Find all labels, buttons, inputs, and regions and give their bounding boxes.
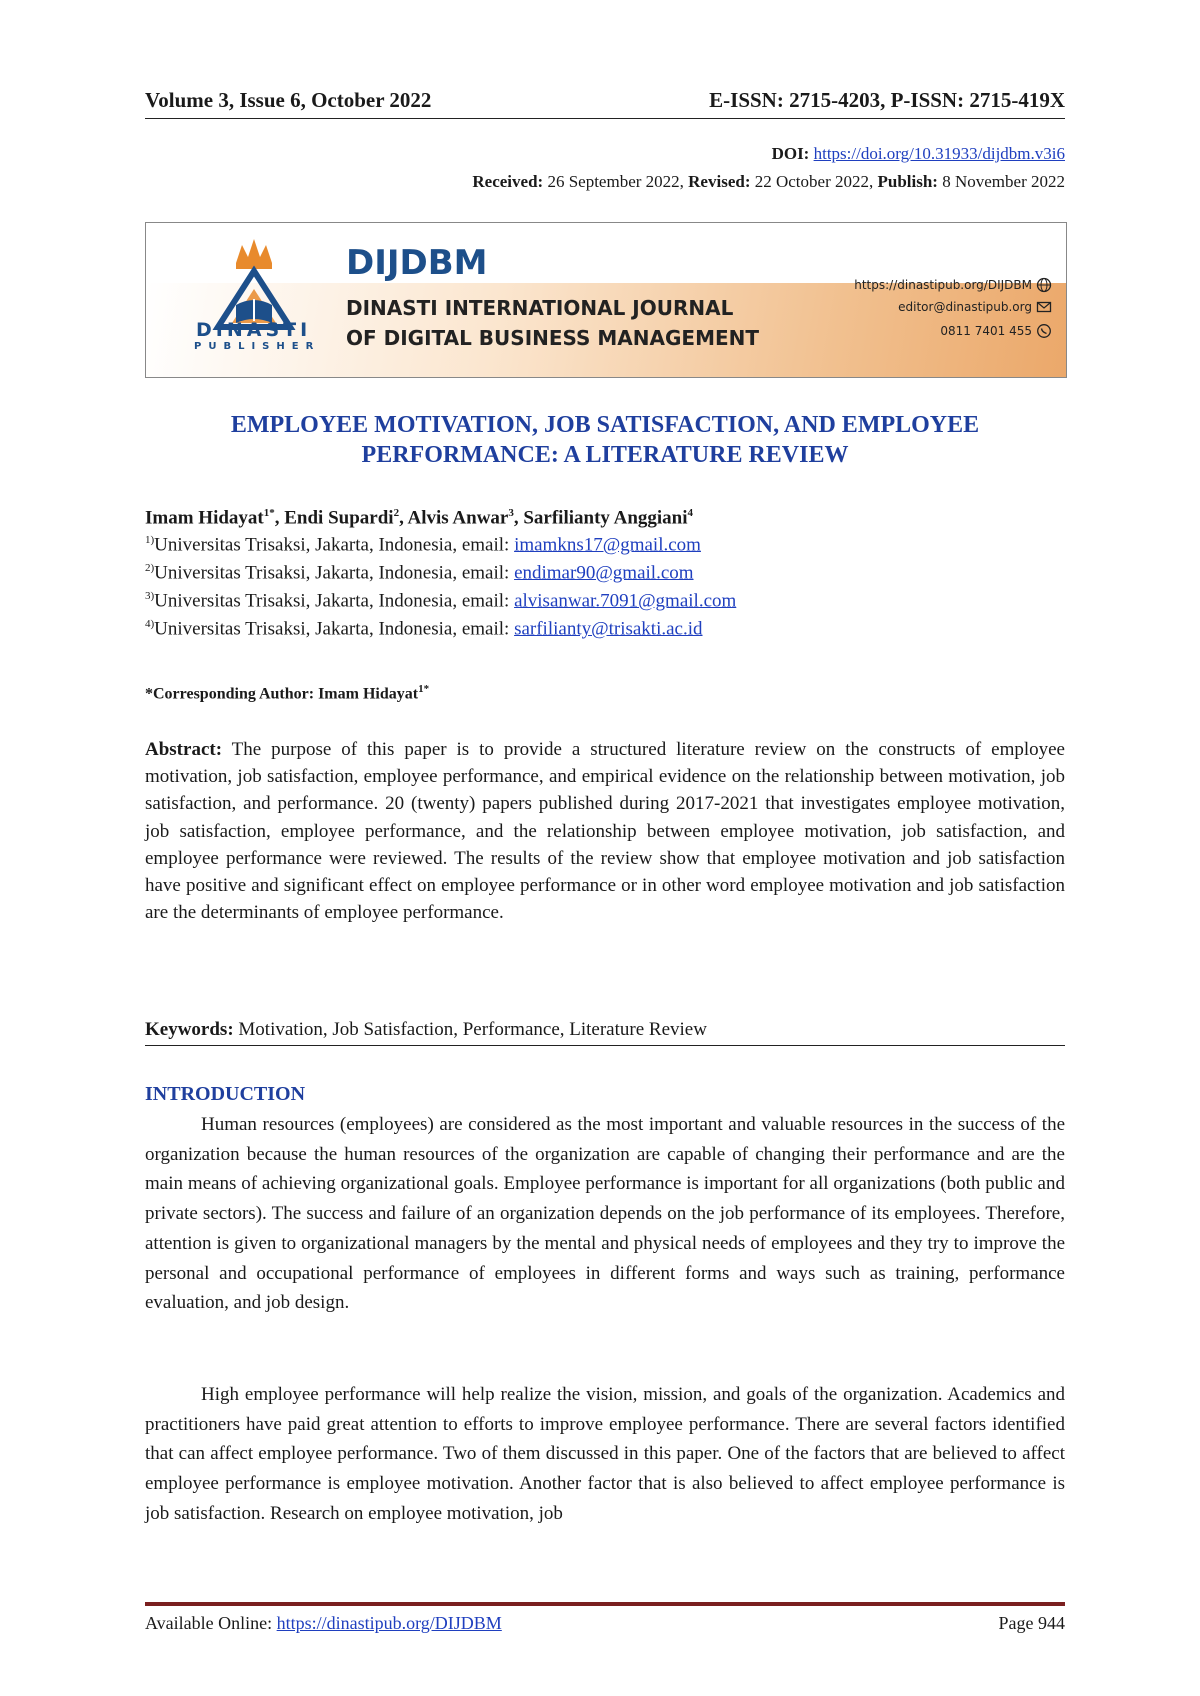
affiliation-text: Universitas Trisaksi, Jakarta, Indonesia, email: [154,534,515,556]
keywords-label: Keywords: [145,1019,234,1040]
author-email-link[interactable]: sarfilianty@trisakti.ac.id [514,618,703,640]
title-line-2: PERFORMANCE: A LITERATURE REVIEW [361,442,849,468]
author-sup: 3 [508,507,514,519]
issn-info: E-ISSN: 2715-4203, P-ISSN: 2715-419X [709,88,1065,112]
keywords-text: Motivation, Job Satisfaction, Performance, Literature Review [238,1019,707,1040]
received-label: Received: [472,172,544,191]
corresponding-label: *Corresponding Author: Imam Hidayat [145,685,419,703]
doi-line [772,144,1065,164]
available-label: Available Online: [145,1613,273,1633]
banner-phone-text: 0811 7401 455 [940,324,1032,338]
author-name: Sarfilianty Anggiani [523,507,688,529]
affiliation-text: Universitas Trisaksi, Jakarta, Indonesia, email: [154,618,515,640]
revised-date: 22 October 2022, [754,172,874,191]
author-name: Endi Supardi [284,507,394,529]
banner-url [854,277,1052,293]
author-name: Imam Hidayat [145,507,264,529]
corresponding-author [145,683,429,703]
revised-label: Revised: [688,172,751,191]
author-name: Alvis Anwar [407,507,509,529]
journal-name-line2: OF DIGITAL BUSINESS MANAGEMENT [346,326,760,350]
author-sup: 1* [263,507,275,519]
brand-subtitle: PUBLISHER [194,341,321,352]
dates-line [472,172,1065,192]
volume-info: Volume 3, Issue 6, October 2022 [145,88,432,112]
abstract-text: The purpose of this paper is to provide a structured literature review on the constructs of employee motivation, job satisfaction, employee performance, and empirical evidence on the relationship between motivation, job satisfaction, and performance. 20 (twenty) papers published during 2017-2021 that investigates employee motivation, job satisfaction, employee performance, and the relationship between employee motivation, job satisfaction, and employee performance were reviewed. The results of the review show that employee motivation and job satisfaction have positive and significant effect on employee performance or in other word employee motivation and job satisfaction are the determinants of employee performance. [145,739,1065,924]
globe-icon [1036,277,1052,293]
banner-email-text: editor@dinastipub.org [898,300,1032,314]
footer-availability [145,1613,502,1634]
running-header [145,88,1065,113]
affiliation-sup: 1) [145,534,155,546]
doi-label: DOI: [771,144,810,163]
mail-icon [1036,299,1052,315]
title-line-1: EMPLOYEE MOTIVATION, JOB SATISFACTION, AND EMPLOYEE [230,412,980,438]
affiliation-sup: 3) [145,590,155,602]
banner-email [898,299,1052,315]
affiliation-text: Universitas Trisaksi, Jakarta, Indonesia, email: [154,590,515,612]
received-date: 26 September 2022, [547,172,684,191]
author-email-link[interactable]: alvisanwar.7091@gmail.com [514,590,737,612]
author-list: Imam Hidayat$^{1*}$, Endi Supardi$^2$, Alvis Anwar$^3$, Sarfilianty Anggiani$^4$ [145,507,694,529]
journal-name-line1: DINASTI INTERNATIONAL JOURNAL [346,296,734,320]
affiliation-sup: 4) [145,618,155,630]
author-email-link[interactable]: imamkns17@gmail.com [514,534,701,556]
intro-paragraph-2: High employee performance will help realize the vision, mission, and goals of the organization. Academics and practitioners have paid great attention to efforts to improve employee performance. There are several factors identified that can affect employee performance. Two of them discussed in this paper. One of the factors that are believed to affect employee performance is employee motivation. Another factor that is also believed to affect employee performance is job satisfaction. Research on employee motivation, job [145,1384,1065,1524]
affiliation [145,590,736,612]
affiliation-sup: 2) [145,562,155,574]
author-email-link[interactable]: endimar90@gmail.com [514,562,694,584]
whatsapp-icon [1036,323,1052,339]
footer-divider [145,1602,1065,1606]
abstract [145,736,1065,926]
journal-banner [145,222,1067,378]
abstract-label: Abstract: [145,739,223,760]
footer-journal-link[interactable]: https://dinastipub.org/DIJDBM [276,1613,502,1633]
banner-phone [940,323,1052,339]
affiliation [145,562,694,584]
banner-url-text: https://dinastipub.org/DIJDBM [854,278,1032,292]
paper-title [145,410,1065,470]
footer [145,1613,1065,1634]
brand-name: DINASTI [196,319,312,341]
author-sup: 4 [687,507,694,519]
header-divider [145,118,1065,119]
page-number: Page 944 [998,1613,1065,1633]
section-heading-introduction: INTRODUCTION [145,1083,306,1105]
affiliation-text: Universitas Trisaksi, Jakarta, Indonesia, email: [154,562,515,584]
author-sup: 2 [393,507,400,519]
publish-date: 8 November 2022 [942,172,1065,191]
affiliation [145,534,701,556]
doi-link[interactable]: https://doi.org/10.31933/dijdbm.v3i6 [813,144,1065,163]
keywords [145,1019,1065,1046]
corresponding-sup: 1* [418,683,430,695]
intro-paragraph-1: Human resources (employees) are considered as the most important and valuable resources in the success of the organization because the human resources of the organization are capable of changing their performance and are the main means of achieving organizational goals. Employee performance is important for all organizations (both public and private sectors). The success and failure of an organization depends on the job performance of its employees. Therefore, attention is given to organizational managers by the mental and physical needs of employees and they try to improve the personal and occupational performance of employees in different forms and ways such as training, performance evaluation, and job design. [145,1114,1065,1314]
affiliation [145,618,703,640]
publish-label: Publish: [877,172,938,191]
journal-acronym: DIJDBM [346,243,488,283]
